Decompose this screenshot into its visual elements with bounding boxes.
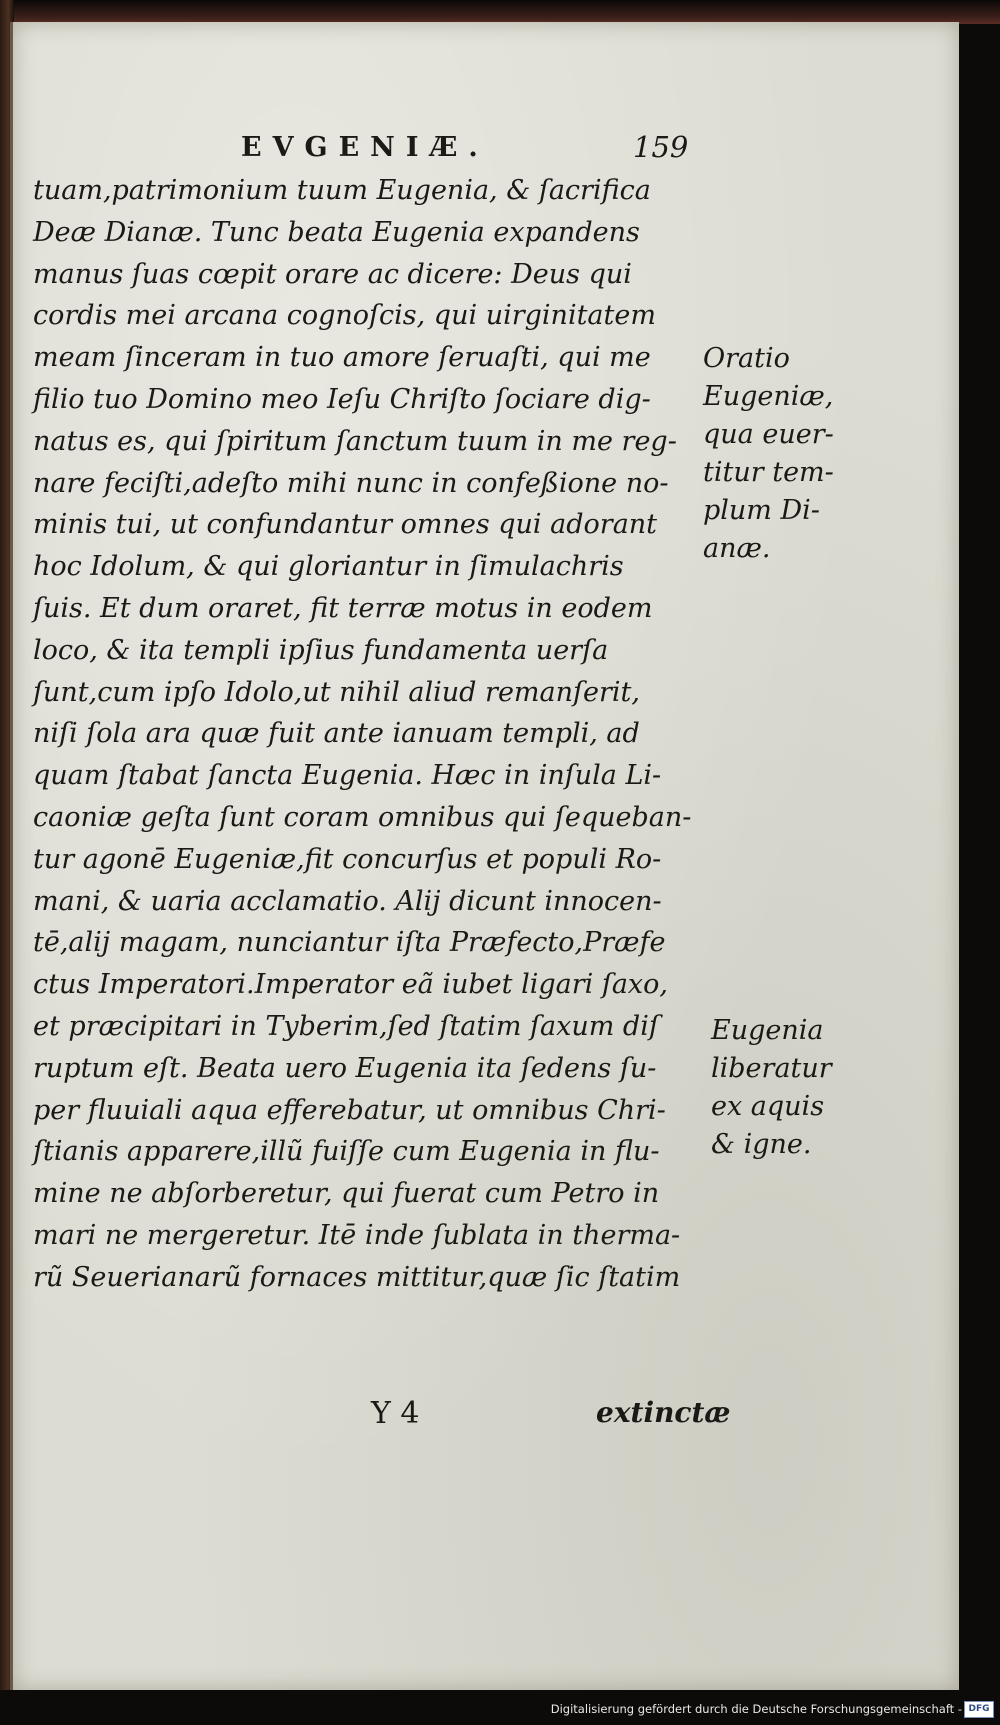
dfg-logo: DFG bbox=[964, 1701, 994, 1718]
text-line: hoc Idolum, & qui gloriantur in ſimulachris bbox=[33, 551, 624, 583]
text-line: cordis mei arcana cognoſcis, qui uirginitatem bbox=[33, 300, 656, 332]
text-line: niſi ſola ara quæ fuit ante ianuam templi, ad bbox=[33, 718, 640, 750]
funding-credit: Digitalisierung gefördert durch die Deutsche Forschungsgemeinschaft - bbox=[550, 1702, 962, 1716]
margin-note-line: titur tem- bbox=[703, 457, 834, 488]
margin-note-line: Oratio bbox=[703, 343, 790, 374]
text-line: mari ne mergeretur. Itē inde ſublata in therma- bbox=[33, 1219, 681, 1251]
text-line: ſuis. Et dum oraret, fit terræ motus in eodem bbox=[33, 592, 653, 624]
margin-note-line: anæ. bbox=[703, 533, 771, 564]
text-line: per fluuiali aqua efferebatur, ut omnibus Chri- bbox=[33, 1094, 666, 1126]
running-head: EVGENIÆ. bbox=[241, 132, 489, 163]
text-line: et præcipitari in Tyberim,ſed ſtatim ſaxum diſ bbox=[33, 1010, 659, 1042]
margin-note-line: & igne. bbox=[711, 1129, 812, 1160]
page-header bbox=[13, 132, 959, 172]
main-text-block bbox=[33, 170, 718, 1299]
book-top-edge bbox=[0, 0, 1000, 24]
page-number: 159 bbox=[633, 130, 689, 164]
text-line: filio tuo Domino meo Ieſu Chriſto ſociare dig- bbox=[33, 383, 651, 415]
text-line: tē,alij magam, nunciantur iſta Præfecto,Præfe bbox=[33, 927, 666, 959]
margin-note-line: qua euer- bbox=[703, 419, 834, 450]
text-line: ctus Imperatori.Imperator eã iubet ligari ſaxo, bbox=[33, 969, 669, 1001]
text-line: quam ſtabat ſancta Eugenia. Hæc in inſula Li- bbox=[33, 760, 662, 792]
book-page bbox=[10, 22, 959, 1690]
margin-note-eugenia bbox=[711, 1012, 832, 1164]
margin-note-line: Eugeniæ, bbox=[703, 381, 834, 412]
text-line: loco, & ita templi ipſius fundamenta uerſa bbox=[33, 634, 609, 666]
text-line: mani, & uaria acclamatio. Alij dicunt innocen- bbox=[33, 885, 662, 917]
catchword: extinctæ bbox=[596, 1396, 731, 1429]
margin-note-line: ex aquis bbox=[711, 1091, 825, 1122]
text-line: caoniæ geſta ſunt coram omnibus qui ſequeban- bbox=[33, 801, 692, 833]
text-line: ſtianis apparere,illũ fuiſſe cum Eugenia in flu- bbox=[33, 1136, 660, 1168]
text-line: Deæ Dianæ. Tunc beata Eugenia expandens bbox=[33, 216, 640, 248]
margin-note-oratio bbox=[703, 340, 834, 568]
margin-note-line: liberatur bbox=[711, 1053, 832, 1084]
text-line: minis tui, ut confundantur omnes qui adorant bbox=[33, 509, 658, 541]
text-line: manus ſuas cœpit orare ac dicere: Deus qui bbox=[33, 258, 632, 290]
text-line: ſunt,cum ipſo Idolo,ut nihil aliud remanſerit, bbox=[33, 676, 640, 708]
text-line: nare feciſti,adeſto mihi nunc in confeßione no- bbox=[33, 467, 669, 499]
text-line: mine ne abſorberetur, qui fuerat cum Petro in bbox=[33, 1178, 660, 1210]
signature-mark: Y 4 bbox=[371, 1396, 420, 1431]
margin-note-line: Eugenia bbox=[711, 1015, 824, 1046]
text-line: tuam,patrimonium tuum Eugenia, & ſacrifica bbox=[33, 175, 651, 206]
margin-note-line: plum Di- bbox=[703, 495, 820, 526]
credit-bar bbox=[0, 1690, 1000, 1725]
text-line: meam ſinceram in tuo amore ſeruaſti, qui me bbox=[33, 342, 651, 374]
text-line: natus es, qui ſpiritum ſanctum tuum in me reg- bbox=[33, 425, 677, 457]
text-line: tur agonē Eugeniæ,fit concurſus et populi Ro- bbox=[33, 843, 662, 875]
text-line: rũ Seuerianarũ fornaces mittitur,quæ ſic ſtatim bbox=[33, 1261, 681, 1293]
text-line: ruptum eſt. Beata uero Eugenia ita ſedens ſu- bbox=[33, 1052, 657, 1084]
